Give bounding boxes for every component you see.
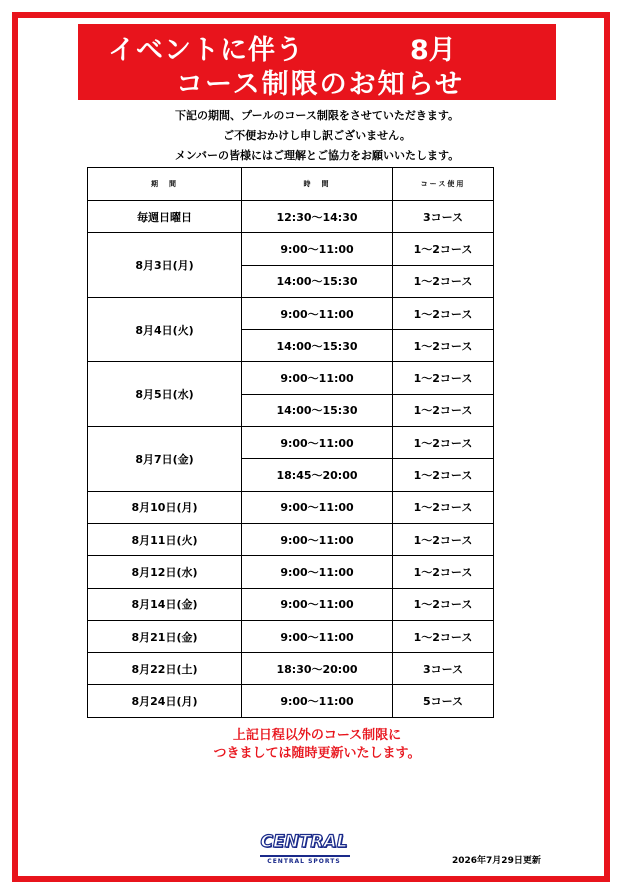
course-cell: 1〜2コース — [393, 297, 494, 329]
course-cell: 1〜2コース — [393, 265, 494, 297]
course-cell: 1〜2コース — [393, 394, 494, 426]
time-cell: 9:00〜11:00 — [242, 523, 393, 555]
time-cell: 9:00〜11:00 — [242, 491, 393, 523]
header-course: コース使用 — [393, 168, 494, 201]
updated-date: 2026年7月29日更新 — [452, 856, 541, 866]
time-cell: 14:00〜15:30 — [242, 394, 393, 426]
period-cell: 8月4日(火) — [88, 297, 242, 362]
period-cell: 8月5日(水) — [88, 362, 242, 427]
period-cell: 8月14日(金) — [88, 588, 242, 620]
table-row — [88, 588, 494, 620]
course-cell: 1〜2コース — [393, 491, 494, 523]
schedule-body — [88, 201, 494, 718]
time-cell: 9:00〜11:00 — [242, 556, 393, 588]
time-cell: 9:00〜11:00 — [242, 685, 393, 717]
table-row — [88, 556, 494, 588]
time-cell: 9:00〜11:00 — [242, 362, 393, 394]
time-cell: 9:00〜11:00 — [242, 620, 393, 652]
course-cell: 3コース — [393, 201, 494, 233]
period-cell: 8月22日(土) — [88, 653, 242, 685]
time-cell: 14:00〜15:30 — [242, 265, 393, 297]
time-cell: 12:30〜14:30 — [242, 201, 393, 233]
header-time: 時 間 — [242, 168, 393, 201]
title-line-2: コース制限のお知らせ — [176, 69, 464, 100]
period-cell: 8月7日(金) — [88, 427, 242, 492]
course-cell: 1〜2コース — [393, 588, 494, 620]
course-cell: 1〜2コース — [393, 523, 494, 555]
time-cell: 9:00〜11:00 — [242, 588, 393, 620]
table-row — [88, 201, 494, 233]
schedule-table — [87, 167, 494, 718]
time-cell: 18:45〜20:00 — [242, 459, 393, 491]
time-cell: 14:00〜15:30 — [242, 330, 393, 362]
title-line-1: イベントに伴う — [108, 35, 304, 66]
title-month: 8月 — [410, 35, 456, 66]
table-row — [88, 653, 494, 685]
period-cell: 毎週日曜日 — [88, 201, 242, 233]
table-row — [88, 620, 494, 652]
table-row — [88, 297, 494, 329]
period-cell: 8月24日(月) — [88, 685, 242, 717]
period-cell: 8月21日(金) — [88, 620, 242, 652]
header-period: 期 間 — [88, 168, 242, 201]
table-row — [88, 233, 494, 265]
table-header-row — [88, 168, 494, 201]
table-row — [88, 685, 494, 717]
intro-line: ご不便おかけし申し訳ございません。 — [223, 129, 411, 142]
time-cell: 9:00〜11:00 — [242, 427, 393, 459]
period-cell: 8月10日(月) — [88, 491, 242, 523]
period-cell: 8月3日(月) — [88, 233, 242, 298]
logo-underline — [260, 855, 350, 857]
table-row — [88, 523, 494, 555]
course-cell: 1〜2コース — [393, 233, 494, 265]
title-banner — [78, 24, 556, 100]
time-cell: 9:00〜11:00 — [242, 297, 393, 329]
course-cell: 1〜2コース — [393, 362, 494, 394]
logo-subtext: CENTRAL SPORTS — [267, 858, 341, 865]
course-cell: 1〜2コース — [393, 459, 494, 491]
intro-line: 下記の期間、プールのコース制限をさせていただきます。 — [174, 109, 460, 122]
intro-line: メンバーの皆様にはご理解とご協力をお願いいたします。 — [174, 149, 460, 162]
update-notice — [78, 727, 556, 763]
intro-text — [78, 106, 556, 166]
central-sports-logo — [256, 830, 352, 870]
logo-wordmark: CENTRAL — [260, 832, 348, 852]
table-row — [88, 427, 494, 459]
table-row — [88, 362, 494, 394]
period-cell: 8月11日(火) — [88, 523, 242, 555]
course-cell: 3コース — [393, 653, 494, 685]
course-cell: 1〜2コース — [393, 330, 494, 362]
time-cell: 18:30〜20:00 — [242, 653, 393, 685]
time-cell: 9:00〜11:00 — [242, 233, 393, 265]
period-cell: 8月12日(水) — [88, 556, 242, 588]
course-cell: 5コース — [393, 685, 494, 717]
course-cell: 1〜2コース — [393, 620, 494, 652]
notice-line: 上記日程以外のコース制限に — [232, 728, 402, 743]
notice-line: つきましては随時更新いたします。 — [213, 746, 421, 761]
table-row — [88, 491, 494, 523]
course-cell: 1〜2コース — [393, 556, 494, 588]
course-cell: 1〜2コース — [393, 427, 494, 459]
